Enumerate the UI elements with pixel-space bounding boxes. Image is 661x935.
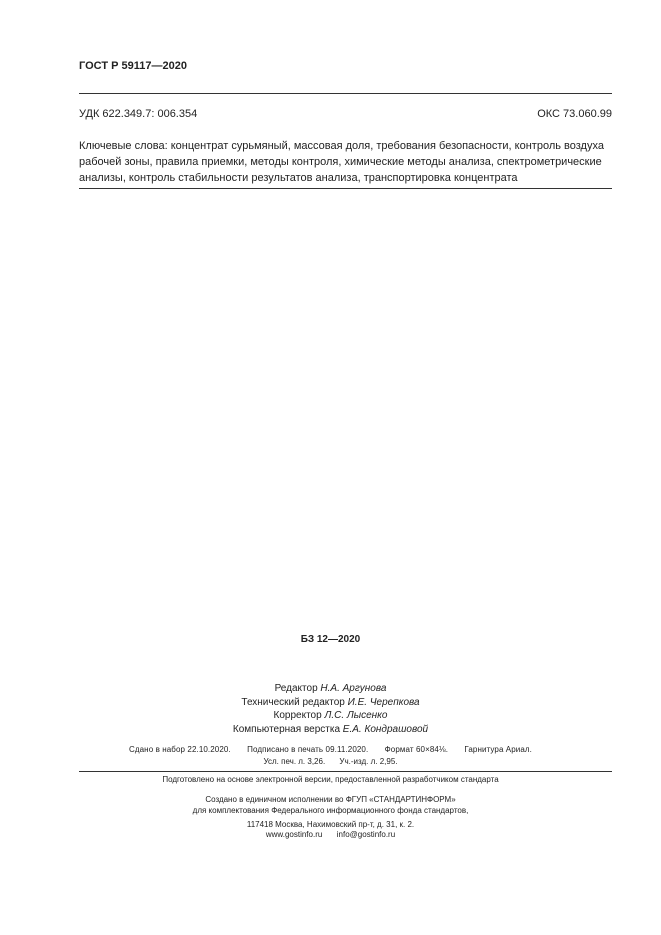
publisher-website: www.gostinfo.ru bbox=[265, 830, 323, 839]
staff-person: Е.А. Кондрашовой bbox=[342, 723, 429, 735]
staff-person: Л.С. Лысенко bbox=[324, 710, 388, 721]
staff-credits bbox=[0, 682, 661, 736]
staff-editor bbox=[0, 682, 661, 696]
imprint-line-1 bbox=[0, 745, 661, 754]
staff-proofreader bbox=[0, 709, 661, 723]
keywords-line: рабочей зоны, правила приемки, методы контроля, химические методы анализа, спектрометрические bbox=[79, 156, 602, 168]
keywords-block bbox=[79, 138, 619, 186]
imprint-print-sheets: Усл. печ. л. 3,26. bbox=[263, 757, 326, 766]
imprint-typeface: Гарнитура Ариал. bbox=[464, 745, 533, 754]
top-divider bbox=[79, 93, 612, 94]
imprint-publish-sheets: Уч.-изд. л. 2,95. bbox=[339, 757, 398, 766]
publisher-address: 117418 Москва, Нахимовский пр-т, д. 31, к. 2. bbox=[246, 820, 415, 829]
prepared-note: Подготовлено на основе электронной версии, предоставленной разработчиком стандарта bbox=[162, 775, 499, 784]
keywords-line: анализы, контроль стабильности результатов анализа, транспортировка концентрата bbox=[79, 172, 518, 184]
staff-role: Компьютерная верстка bbox=[232, 723, 341, 735]
created-note-1: Создано в единичном исполнении во ФГУП «СТАНДАРТИНФОРМ» bbox=[205, 795, 456, 804]
imprint-format: Формат 60×84⅛. bbox=[384, 745, 449, 754]
publisher-contacts bbox=[0, 830, 661, 839]
standard-id: ГОСТ Р 59117—2020 bbox=[79, 60, 187, 72]
oks-code: ОКС 73.060.99 bbox=[537, 108, 612, 120]
staff-tech-editor bbox=[0, 696, 661, 710]
keywords-divider bbox=[79, 188, 612, 189]
created-note-2: для комплектования Федерального информационного фонда стандартов, bbox=[192, 806, 469, 815]
keywords-line: Ключевые слова: концентрат сурьмяный, массовая доля, требования безопасности, контроль воздуха bbox=[79, 140, 604, 152]
udk-code: УДК 622.349.7: 006.354 bbox=[79, 108, 198, 120]
imprint-submitted: Сдано в набор 22.10.2020. bbox=[128, 745, 231, 754]
staff-person: И.Е. Черепкова bbox=[347, 696, 420, 708]
bz-number: БЗ 12—2020 bbox=[300, 634, 361, 645]
imprint-signed: Подписано в печать 09.11.2020. bbox=[247, 745, 369, 754]
imprint-line-2 bbox=[0, 757, 661, 766]
staff-role: Редактор bbox=[274, 683, 318, 694]
staff-role: Технический редактор bbox=[241, 696, 345, 708]
staff-person: Н.А. Аргунова bbox=[320, 683, 387, 694]
imprint-divider bbox=[79, 771, 612, 772]
staff-role: Корректор bbox=[273, 710, 322, 721]
publisher-email: info@gostinfo.ru bbox=[336, 830, 396, 839]
staff-layout bbox=[0, 723, 661, 737]
